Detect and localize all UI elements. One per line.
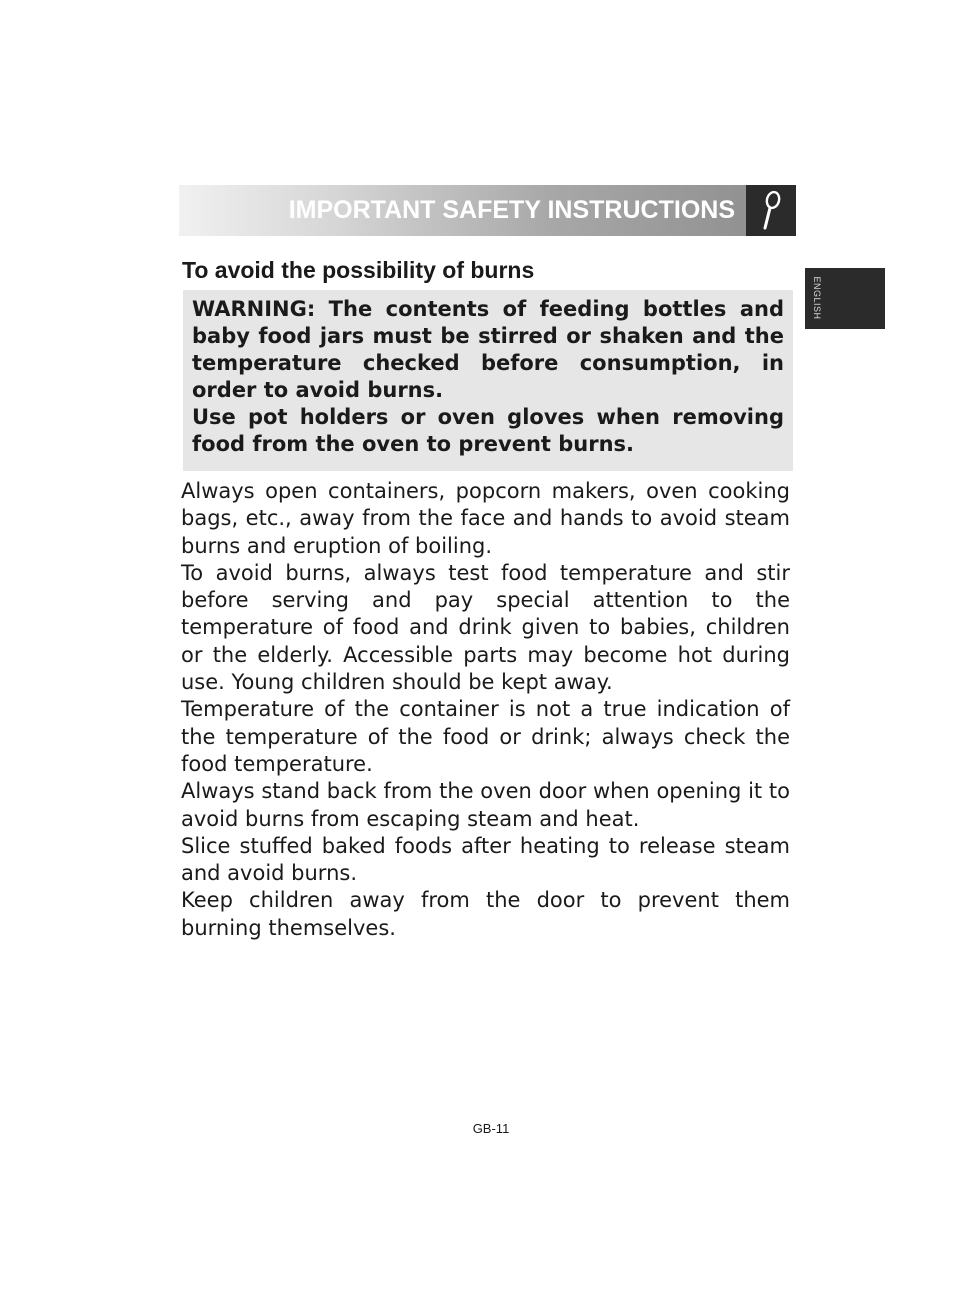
warning-paragraph: WARNING: The contents of feeding bottles and baby food jars must be stirred or shaken and the temperature checked before consumption, in order to avoid burns. bbox=[192, 297, 784, 402]
language-label: ENGLISH bbox=[812, 276, 822, 320]
warning-box bbox=[183, 290, 793, 471]
body-paragraph: Keep children away from the door to prevent them burning themselves. bbox=[181, 888, 790, 940]
page-number: GB-11 bbox=[472, 1121, 510, 1136]
warning-paragraph: Use pot holders or oven gloves when removing food from the oven to prevent burns. bbox=[192, 405, 784, 456]
pin-icon bbox=[757, 189, 785, 232]
section-heading: To avoid the possibility of burns bbox=[182, 257, 535, 283]
language-tab bbox=[805, 268, 885, 329]
body-paragraph: Slice stuffed baked foods after heating to release steam and avoid burns. bbox=[181, 833, 790, 886]
body-paragraph: Temperature of the container is not a true indication of the temperature of the food or drink; always check the food temperature. bbox=[181, 697, 790, 776]
header-icon-box bbox=[746, 185, 796, 236]
body-paragraph: Always open containers, popcorn makers, oven cooking bags, etc., away from the face and hands to avoid steam burns and eruption of boiling. bbox=[181, 479, 790, 558]
section-header-bar bbox=[179, 185, 796, 236]
body-paragraph: Always stand back from the oven door when opening it to avoid burns from escaping steam and heat. bbox=[181, 779, 790, 831]
body-paragraph: To avoid burns, always test food temperature and stir before serving and pay special attention to the temperature of food and drink given to babies, children or the elderly. Accessible parts may become hot during use. Young children should be kept away. bbox=[181, 560, 790, 695]
body-text bbox=[181, 478, 790, 942]
header-title: IMPORTANT SAFETY INSTRUCTIONS bbox=[288, 196, 735, 224]
